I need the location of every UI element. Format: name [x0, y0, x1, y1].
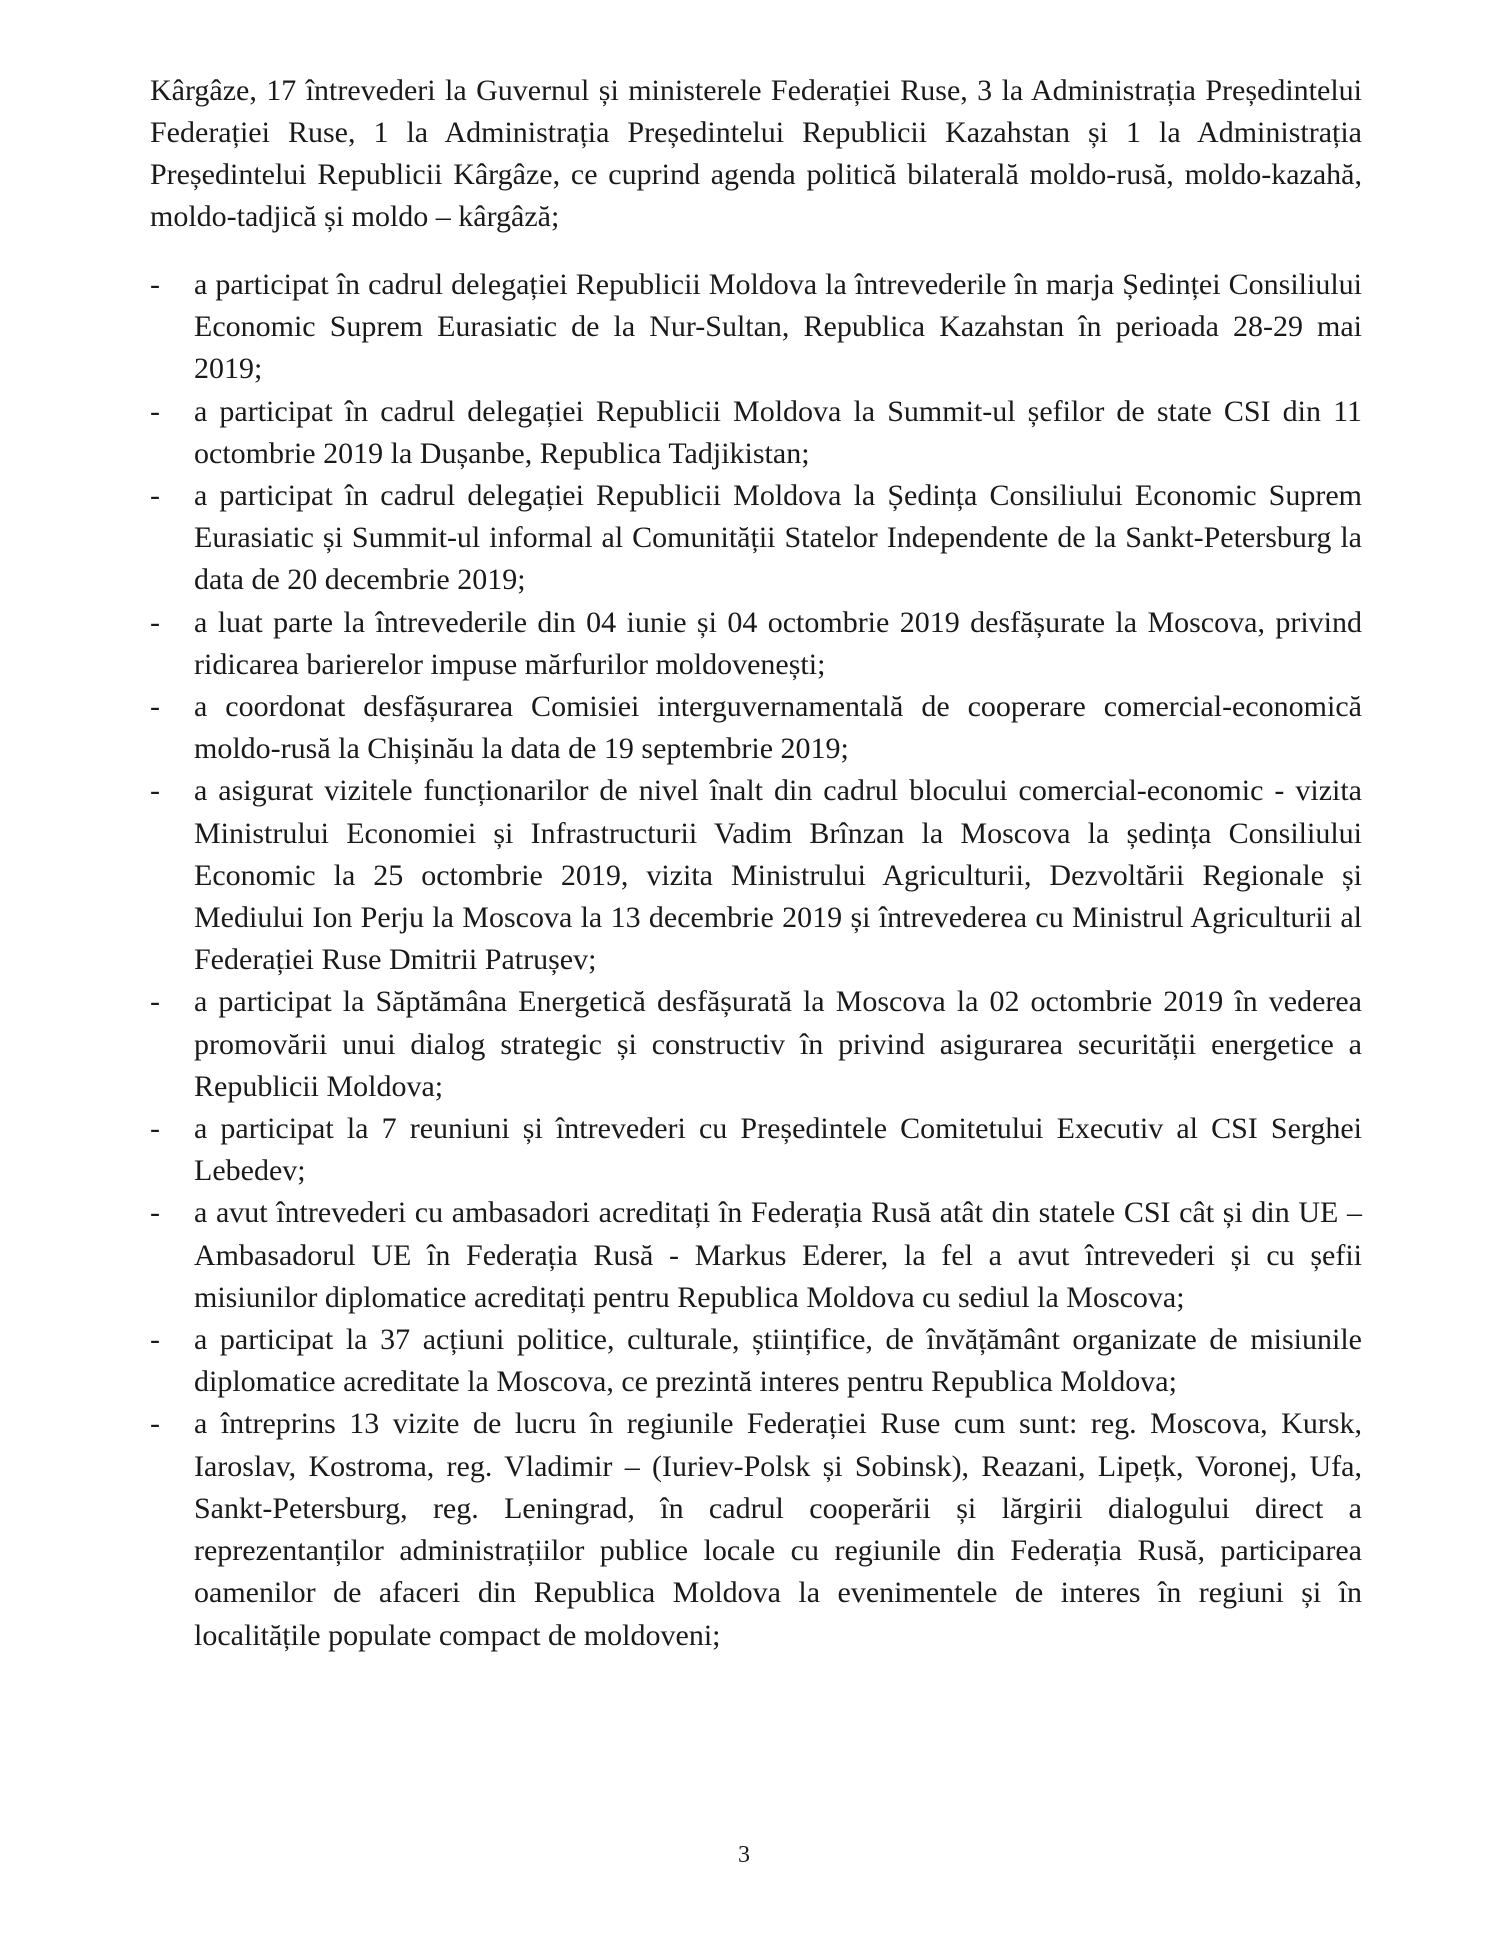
- list-item: [150, 770, 1362, 981]
- list-dash: -: [150, 1196, 160, 1230]
- list-item: [150, 1319, 1362, 1403]
- list-dash: -: [150, 268, 160, 301]
- list-item-text: a participat în cadrul delegației Republicii Moldova la Ședința Consiliului Economic Suprem Eurasiatic și Summit-ul informal al Comunității Statelor Independente de la Sankt-Petersburg la data de 20 decembrie 2019;: [194, 479, 1362, 597]
- list-item: [150, 1192, 1362, 1319]
- list-item-text: a luat parte la întrevederile din 04 iunie și 04 octombrie 2019 desfășurate la Moscova, privind ridicarea barierelor impuse mărfurilor moldovenești;: [194, 605, 1362, 681]
- list-dash: -: [150, 690, 160, 724]
- list-dash: -: [150, 605, 160, 639]
- list-item-text: a asigurat vizitele funcționarilor de nivel înalt din cadrul blocului comercial-economic - vizita Ministrului Economiei și Infrastructurii Vadim Brînzan la Moscova la ședința Consiliului Economic la 25 octombrie 2019, vizita Ministrului Agriculturii, Dezvoltării Regionale și Mediului Ion Perju la Moscova la 13 decembrie 2019 și întrevederea cu Ministrul Agriculturii al Federației Ruse Dmitrii Patrușev;: [194, 774, 1362, 977]
- list-item: [150, 1403, 1362, 1656]
- list-dash: -: [150, 1407, 160, 1441]
- list-item-text: a întreprins 13 vizite de lucru în regiunile Federației Ruse cum sunt: reg. Moscova, Kursk, Iaroslav, Kostroma, reg. Vladimir – (Iuriev-Polsk și Sobinsk), Reazani, Lipețk, Voronej, Ufa, Sankt-Petersburg, reg. Leningrad, în cadrul cooperării și lărgirii dialogului direct a reprezentanților administrațiilor publice locale cu regiunile din Federația Rusă, participarea oamenilor de afaceri din Republica Moldova la evenimentele de interes în regiuni și în localitățile populate compact de moldoveni;: [194, 1407, 1362, 1652]
- list-item: [150, 981, 1362, 1108]
- list-item: [150, 264, 1362, 391]
- list-item-text: a participat în cadrul delegației Republicii Moldova la Summit-ul șefilor de state CSI din 11 octombrie 2019 la Dușanbe, Republica Tadjikistan;: [194, 394, 1362, 470]
- list-item: [150, 602, 1362, 686]
- list-item-text: a participat la 7 reuniuni și întrevederi cu Președintele Comitetului Executiv al CSI Serghei Lebedev;: [194, 1112, 1362, 1188]
- list-item: [150, 686, 1362, 770]
- list-item: [150, 475, 1362, 602]
- list-item: [150, 1108, 1362, 1192]
- list-dash: -: [150, 774, 160, 808]
- list-item-text: a avut întrevederi cu ambasadori acreditați în Federația Rusă atât din statele CSI cât și din UE – Ambasadorul UE în Federația Rusă - Markus Ederer, la fel a avut întrevederi și cu șefii misiunilor diplomatice acreditați pentru Republica Moldova cu sediul la Moscova;: [194, 1196, 1362, 1314]
- list-item-text: a participat în cadrul delegației Republicii Moldova la întrevederile în marja Ședinței Consiliului Economic Suprem Eurasiatic de la Nur-Sultan, Republica Kazahstan în perioada 28-29 mai 2019;: [194, 268, 1362, 386]
- list-item-text: a participat la Săptămâna Energetică desfășurată la Moscova la 02 octombrie 2019 în vederea promovării unui dialog strategic și constructiv în privind asigurarea securității energetice a Republicii Moldova;: [194, 985, 1362, 1103]
- activity-list: [150, 264, 1362, 1657]
- list-dash: -: [150, 985, 160, 1019]
- list-item-text: a coordonat desfășurarea Comisiei interguvernamentală de cooperare comercial-economică moldo-rusă la Chișinău la data de 19 septembrie 2019;: [194, 690, 1362, 766]
- list-item-text: a participat la 37 acțiuni politice, culturale, științifice, de învățământ organizate de misiunile diplomatice acreditate la Moscova, ce prezintă interes pentru Republica Moldova;: [194, 1323, 1362, 1399]
- list-dash: -: [150, 479, 160, 513]
- list-dash: -: [150, 1323, 160, 1357]
- document-page: [150, 70, 1362, 1657]
- list-item: [150, 391, 1362, 475]
- page-number: 3: [738, 1842, 750, 1868]
- intro-paragraph: Kârgâze, 17 întrevederi la Guvernul și ministerele Federației Ruse, 3 la Administrația Președintelui Federației Ruse, 1 la Administrația Președintelui Republicii Kazahstan și 1 la Administrația Președintelui Republicii Kârgâze, ce cuprind agenda politică bilaterală moldo-rusă, moldo-kazahă, moldo-tadjică și moldo – kârgâză;: [150, 74, 1362, 233]
- list-dash: -: [150, 394, 160, 428]
- list-dash: -: [150, 1112, 160, 1146]
